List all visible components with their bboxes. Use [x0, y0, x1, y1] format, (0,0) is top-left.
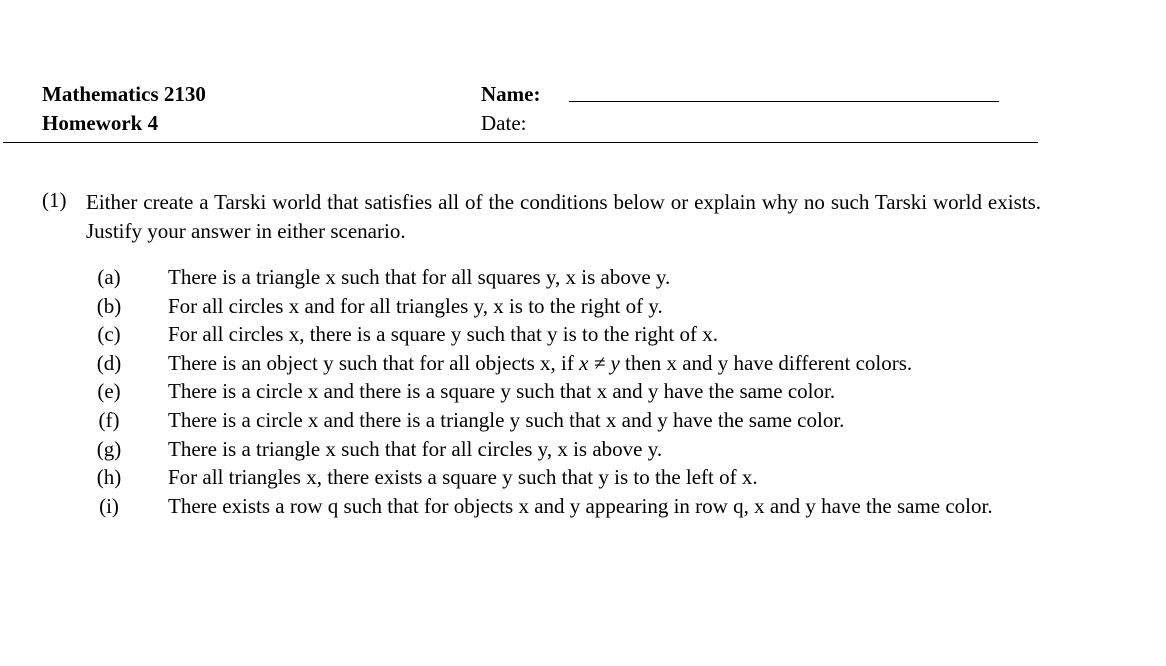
item-text: There is a circle x and there is a square y such that x and y have the same color. [168, 379, 836, 404]
item-label: (i) [99, 493, 119, 518]
item-text-after: then x and y have different colors. [619, 350, 913, 375]
item-label: (h) [96, 465, 122, 490]
item-text: There is a circle x and there is a triangle y such that x and y have the same color. [168, 407, 845, 432]
item-label: (g) [96, 436, 122, 461]
list-item [42, 435, 1042, 464]
item-text [168, 349, 1038, 378]
item-text: For all circles x and for all triangles y, x is to the right of y. [168, 293, 663, 318]
condition-list [42, 263, 1042, 520]
list-item [42, 320, 1042, 349]
list-item [42, 463, 1042, 492]
item-text: There exists a row q such that for objects x and y appearing in row q, x and y have the same color. [168, 493, 993, 518]
homework-title: Homework 4 [42, 111, 159, 135]
math-expression: x ≠ y [579, 350, 620, 375]
item-text-before: There is an object y such that for all objects x, if [168, 350, 580, 375]
list-item [42, 263, 1042, 292]
homework-header [0, 0, 1166, 160]
item-label: (e) [97, 379, 121, 404]
course-title: Mathematics 2130 [42, 82, 206, 106]
item-label: (b) [96, 293, 122, 318]
item-text: There is a triangle x such that for all squares y, x is above y. [168, 265, 671, 289]
item-text: For all circles x, there is a square y such that y is to the right of x. [168, 322, 718, 347]
name-blank-line [569, 101, 999, 102]
list-item [42, 292, 1042, 321]
list-item [42, 492, 1042, 521]
item-text: For all triangles x, there exists a square y such that y is to the left of x. [168, 465, 758, 490]
item-text: There is a triangle x such that for all circles y, x is above y. [168, 436, 663, 461]
list-item [42, 377, 1042, 406]
item-label: (c) [97, 322, 121, 347]
name-label: Name: [481, 82, 541, 106]
date-label: Date: [481, 111, 527, 135]
header-divider [3, 142, 1038, 143]
item-label: (a) [97, 265, 121, 289]
problem-number: (1) [42, 188, 67, 212]
list-item [42, 349, 1042, 378]
item-label: (f) [98, 407, 120, 432]
list-item [42, 406, 1042, 435]
item-label: (d) [96, 350, 122, 375]
problem-prompt: Either create a Tarski world that satisfies all of the conditions below or explain why no such Tarski world exists. Justify your answer in either scenario. [86, 190, 1041, 243]
